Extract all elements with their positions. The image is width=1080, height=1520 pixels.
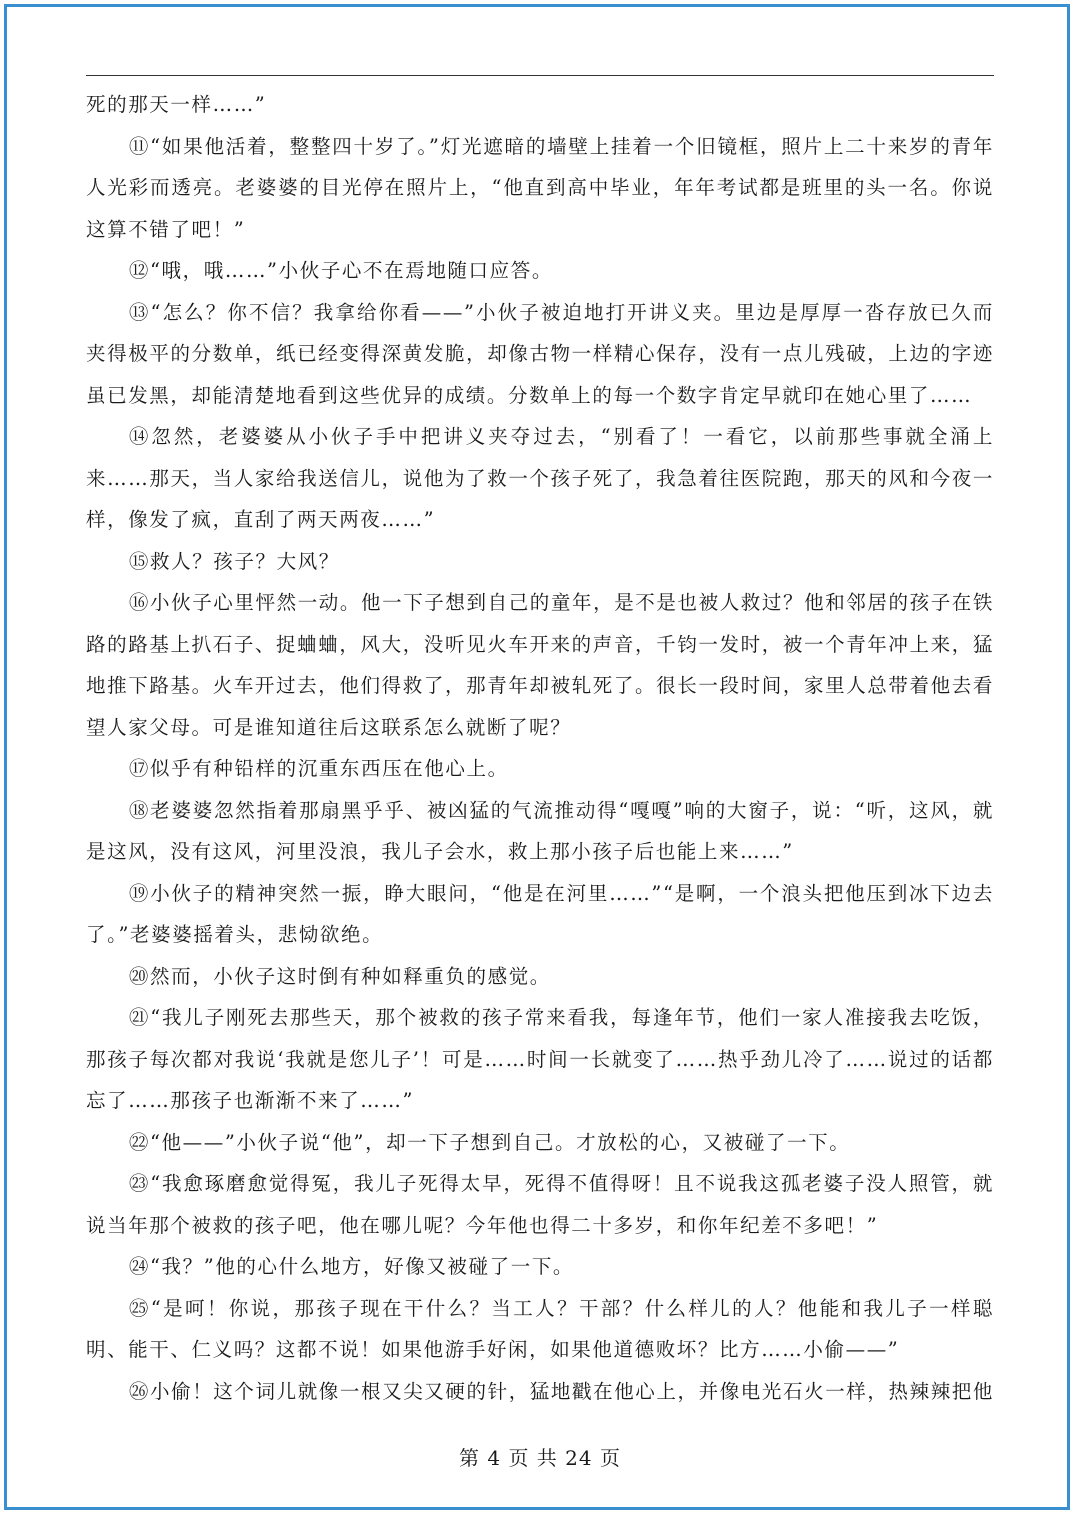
paragraph: ㉔“我？”他的心什么地方，好像又被碰了一下。 [128, 1255, 575, 1278]
paragraph: ⑳然而，小伙子这时倒有种如释重负的感觉。 [128, 964, 551, 988]
paragraph: ⑱老婆婆忽然指着那扇黑乎乎、被凶猛的气流推动得“嘎嘎”响的大窗子，说：“听，这风，就是这风，没有这风，河里没浪，我儿子会水，救上那小孩子后也能上来……” [86, 798, 994, 863]
paragraph: ㉑“我儿子刚死去那些天，那个被救的孩子常来看我，每逢年节，他们一家人准接我去吃饭，那孩子每次都对我说‘我就是您儿子’！可是……时间一长就变了……热乎劲儿冷了……说过的话都忘了……那孩子也渐渐不来了……” [86, 1006, 994, 1112]
paragraph: ⑫“哦，哦……”小伙子心不在焉地随口应答。 [128, 259, 553, 282]
page-number-footer: 第 4 页 共 24 页 [459, 1446, 621, 1470]
paragraph: ⑪“如果他活着，整整四十岁了。”灯光遮暗的墙壁上挂着一个旧镜框，照片上二十来岁的青年人光彩而透亮。老婆婆的目光停在照片上，“他直到高中毕业，年年考试都是班里的头一名。你说这算不错了吧！” [86, 134, 994, 241]
paragraph: ⑬“怎么？你不信？我拿给你看——”小伙子被迫地打开讲义夹。里边是厚厚一沓存放已久而夹得极平的分数单，纸已经变得深黄发脆，却像古物一样精心保存，没有一点儿残破，上边的字迹虽已发黑，却能清楚地看到这些优异的成绩。分数单上的每一个数字肯定早就印在她心里了…… [86, 300, 994, 407]
paragraph: ⑰似乎有种铅样的沉重东西压在他心上。 [128, 757, 509, 780]
paragraph: ㉒“他——”小伙子说“他”，却一下子想到自己。才放松的心，又被碰了一下。 [128, 1130, 851, 1154]
paragraph: ⑯小伙子心里怦然一动。他一下子想到自己的童年，是不是也被人救过？他和邻居的孩子在铁路的路基上扒石子、捉蛐蛐，风大，没听见火车开来的声音，千钧一发时，被一个青年冲上来，猛地推下路基。火车开过去，他们得救了，那青年却被轧死了。很长一段时间，家里人总带着他去看望人家父母。可是谁知道往后这联系怎么就断了呢？ [86, 591, 994, 739]
paragraph: ㉖小偷！这个词儿就像一根又尖又硬的针，猛地戳在他心上，并像电光石火一样，热辣辣把他 [128, 1379, 994, 1403]
paragraph: 死的那天一样……” [86, 93, 267, 116]
paragraph: ⑮救人？孩子？大风？ [128, 549, 340, 573]
article-body [86, 84, 994, 1412]
paragraph: ⑭忽然，老婆婆从小伙子手中把讲义夹夺过去，“别看了！一看它，以前那些事就全涌上来……那天，当人家给我送信儿，说他为了救一个孩子死了，我急着往医院跑，那天的风和今夜一样，像发了疯，直刮了两天两夜……” [86, 425, 994, 531]
paragraph: ㉓“我愈琢磨愈觉得冤，我儿子死得太早，死得不值得呀！且不说我这孤老婆子没人照管，就说当年那个被救的孩子吧，他在哪儿呢？今年他也得二十多岁，和你年纪差不多吧！” [86, 1172, 994, 1237]
paragraph: ⑲小伙子的精神突然一振，睁大眼问，“他是在河里……”“是啊，一个浪头把他压到冰下边去了。”老婆婆摇着头，悲恸欲绝。 [86, 881, 994, 946]
paragraph: ㉕“是呵！你说，那孩子现在干什么？当工人？干部？什么样儿的人？他能和我儿子一样聪明、能干、仁义吗？这都不说！如果他游手好闲，如果他道德败坏？比方……小偷——” [86, 1296, 994, 1361]
header-rule [86, 75, 994, 76]
